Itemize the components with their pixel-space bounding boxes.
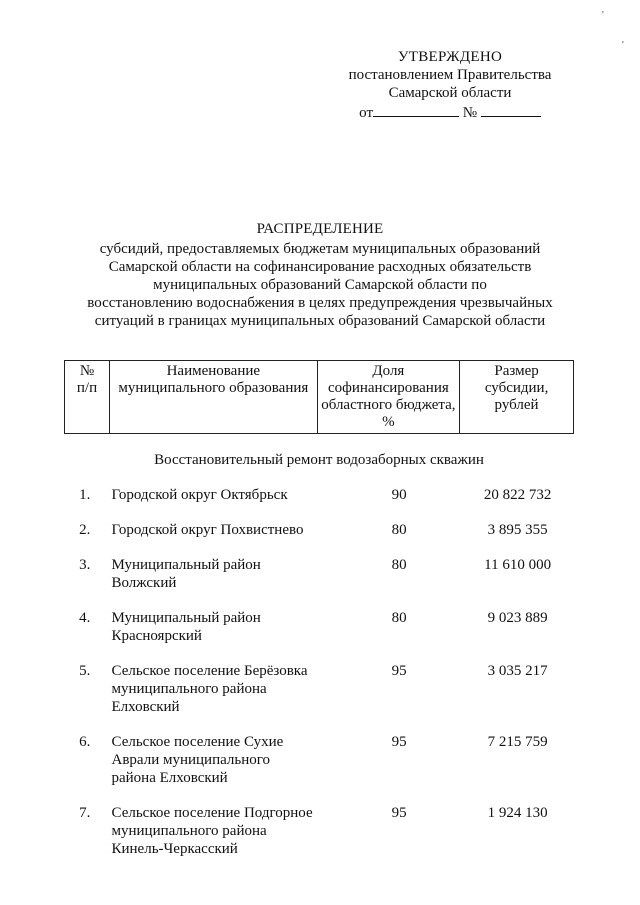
row-number: 6. xyxy=(79,734,91,750)
row-number: 1. xyxy=(79,487,91,503)
title-line: ситуаций в границах муниципальных образований Самарской области xyxy=(94,313,546,329)
row-subsidy-size: 9 023 889 xyxy=(487,610,548,626)
title-heading: РАСПРЕДЕЛЕНИЕ xyxy=(256,221,384,237)
row-municipality: Городской округ Похвистнево xyxy=(111,522,304,538)
row-subsidy-size: 7 215 759 xyxy=(487,734,548,750)
title-line: восстановлению водоснабжения в целях предупреждения чрезвычайных xyxy=(87,295,553,311)
scan-mark: ' xyxy=(622,40,624,51)
row-share: 80 xyxy=(391,557,407,573)
row-share: 95 xyxy=(391,663,407,679)
scan-mark: ' xyxy=(602,10,604,21)
table-row xyxy=(64,521,574,539)
row-number: 3. xyxy=(79,557,91,573)
subsidy-table-header xyxy=(64,360,574,434)
row-share: 80 xyxy=(391,522,407,538)
row-number: 2. xyxy=(79,522,91,538)
document-title xyxy=(50,220,590,330)
approved-stamp: УТВЕРЖДЕНО xyxy=(397,49,503,65)
row-number: 4. xyxy=(79,610,91,626)
subsidy-rows xyxy=(64,486,574,858)
row-municipality: Сельское поселение Берёзовка муниципального района Елховский xyxy=(111,663,308,715)
row-municipality: Муниципальный район Волжский xyxy=(111,557,261,591)
approval-line-2: Самарской области xyxy=(388,85,512,101)
table-row xyxy=(64,609,574,645)
header-municipality: Наименование муниципального образования xyxy=(110,361,318,434)
row-share: 80 xyxy=(391,610,407,626)
title-line: субсидий, предоставляемых бюджетам муниципальных образований xyxy=(99,241,541,257)
title-line: муниципальных образований Самарской области по xyxy=(153,277,487,293)
approval-line-1: постановлением Правительства xyxy=(348,67,552,83)
row-number: 7. xyxy=(79,805,91,821)
table-row xyxy=(64,662,574,716)
section-title: Восстановительный ремонт водозаборных скважин xyxy=(154,452,484,468)
date-fill-line xyxy=(373,102,459,117)
date-prefix: от xyxy=(359,105,374,121)
row-share: 90 xyxy=(391,487,407,503)
number-fill-line xyxy=(481,102,541,117)
row-share: 95 xyxy=(391,734,407,750)
number-prefix: № xyxy=(462,105,478,121)
row-subsidy-size: 20 822 732 xyxy=(483,487,552,503)
approval-date-number-line xyxy=(300,102,600,124)
row-municipality: Муниципальный район Красноярский xyxy=(111,610,261,644)
row-municipality: Сельское поселение Подгорное муниципального района Кинель-Черкасский xyxy=(111,805,313,857)
row-subsidy-size: 3 035 217 xyxy=(487,663,548,679)
table-row xyxy=(64,556,574,592)
table-row xyxy=(64,733,574,787)
table-row xyxy=(64,804,574,858)
header-subsidy-size: Размер субсидии, рублей xyxy=(460,361,574,434)
approval-block xyxy=(300,48,600,124)
header-share: Доля софинансирования областного бюджета, % xyxy=(317,361,460,434)
row-share: 95 xyxy=(391,805,407,821)
row-municipality: Сельское поселение Сухие Аврали муниципального района Елховский xyxy=(111,734,284,786)
row-number: 5. xyxy=(79,663,91,679)
row-subsidy-size: 1 924 130 xyxy=(487,805,548,821)
row-subsidy-size: 11 610 000 xyxy=(484,557,552,573)
row-municipality: Городской округ Октябрьск xyxy=(111,487,288,503)
title-line: Самарской области на софинансирование расходных обязательств xyxy=(108,259,532,275)
header-number: № п/п xyxy=(65,361,110,434)
row-subsidy-size: 3 895 355 xyxy=(487,522,548,538)
table-row xyxy=(64,486,574,504)
